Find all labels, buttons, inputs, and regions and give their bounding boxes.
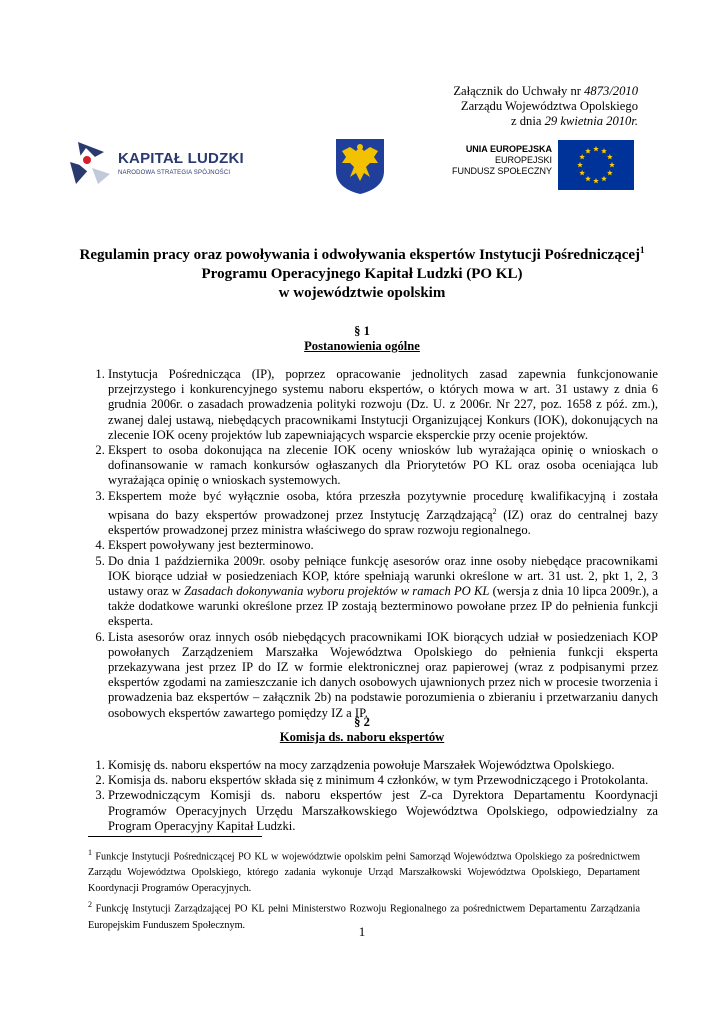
eagle-icon (332, 137, 388, 195)
title-line2: Programu Operacyjnego Kapitał Ludzki (PO KL) (201, 266, 523, 282)
eu-star (601, 148, 607, 153)
item3-text-b: (IZ) oraz do centralnej bazy ekspertów prowadzonej przez ministra właściwego do spraw rozwoju regionalnego. (108, 508, 658, 538)
attachment-line1: Załącznik do Uchwały nr (453, 84, 585, 98)
footnote-1-text: Funkcje Instytucji Pośredniczącej PO KL w województwie opolskim pełni Samorząd Województwa Opolskiego za pośrednictwem Zarządu Województwa Opolskiego, którego zadania wykonuje Urząd Marszałkowski Województwa Opolskiego, Departament Koordynacji Programów Operacyjnych. (88, 851, 640, 895)
section-1-heading (70, 324, 654, 354)
eu-star (577, 162, 583, 167)
item3-text-a: Ekspertem może być wyłącznie osoba, która przeszła pozytywnie procedurę kwalifikacyjną i została wpisana do bazy ekspertów prowadzonej przez Instytucję Zarządzającą (108, 488, 658, 523)
footnote-1 (88, 845, 640, 897)
eu-star (585, 148, 591, 153)
kapital-ludzki-subtitle: NARODOWA STRATEGIA SPÓJNOŚCI (118, 170, 231, 176)
document-title (70, 241, 654, 303)
eu-star (609, 162, 615, 167)
item5-text-b: (wersja z dnia 10 lipca 2009r.), a także dodatkowe warunki określone przez IP zostają bezterminowo powołane przez IP do pełnienia funkcji eksperta. (108, 584, 658, 629)
kapital-ludzki-star-icon (68, 138, 114, 186)
list-item: 6. Lista asesorów oraz innych osób niebędących pracownikami IOK biorących udział w posiedzeniach KOP powołanych Zarządzeniem Marszałka Województwa Opolskiego do pełnienia funkcji eksperta przekazywana jest przez IP do IZ w formie elektronicznej oraz papierowej (wraz z podpisanymi przez ekspertów zgodami na zamieszczanie ich danych osobowych ujawnionych przez nich w procesie tworzenia i prowadzenia baz ekspertów – załącznik 2b) na podstawie porozumienia o zbieraniu i przetwarzaniu danych osobowych ekspertów zawartego pomiędzy IZ a IP. (108, 630, 658, 721)
section-1-number: § 1 (354, 324, 370, 338)
footnote-ref-2: 2 (492, 506, 497, 516)
list-item: 3. Przewodniczącym Komisji ds. naboru ekspertów jest Z-ca Dyrektora Departamentu Koordynacji Programów Operacyjnych Urzędu Marszałkowskiego Województwa Opolskiego, odpowiedzialny za Program Operacyjny Kapitał Ludzki. (108, 788, 658, 834)
section-2-heading (70, 715, 654, 745)
eu-flag-icon (558, 140, 634, 190)
list-item: 2. Ekspert to osoba dokonująca na zlecenie IOK oceny wniosków lub wyrażająca opinię o wnioskach o dofinansowanie w ramach konkursów ogłaszanych dla Priorytetów PO KL oraz osoba oceniająca lub wyrażająca opinię o wnioskach systemowych. (108, 443, 658, 489)
footnote-ref-1: 1 (640, 245, 645, 255)
eu-star (593, 178, 599, 183)
section-2-list (88, 758, 658, 834)
list-item: 4. Ekspert powoływany jest bezterminowo. (108, 538, 658, 553)
eu-star (593, 146, 599, 151)
title-line1: Regulamin pracy oraz powoływania i odwoływania ekspertów Instytucji Pośredniczącej (79, 247, 641, 263)
list-item (108, 554, 658, 630)
eu-star (579, 170, 585, 175)
eu-star (607, 170, 613, 175)
list-item: 2. Komisja ds. naboru ekspertów składa się z minimum 4 członków, w tym Przewodniczącego i Protokolanta. (108, 773, 658, 788)
list-item: 1. Instytucja Pośrednicząca (IP), poprzez opracowanie jednolitych zasad zapewnia funkcjonowanie przejrzystego i konkurencyjnego systemu naboru ekspertów, o których mowa w art. 31 ustawy z dnia 6 grudnia 2006r. o zasadach prowadzenia polityki rozwoju (Dz. U. z 2006r. Nr 227, poz. 1658 z póź. zm.), zwanej dalej ustawą, niebędących pracownikami Instytucji Organizującej Konkurs (IOK), dokonujących na zlecenie IOK oceny projektów lub zapewniających wsparcie eksperckie przy ocenie projektów. (108, 367, 658, 443)
attachment-number: 4873/2010 (584, 84, 638, 98)
page-number: 1 (358, 924, 366, 939)
attachment-line2: Zarządu Województwa Opolskiego (460, 99, 638, 113)
eu-line2: EUROPEJSKI (494, 155, 552, 165)
kapital-ludzki-title: KAPITAŁ LUDZKI (118, 150, 244, 167)
section-1-title: Postanowienia ogólne (304, 339, 420, 353)
footnotes (88, 845, 640, 934)
item5-text-a: Do dnia 1 października 2009r. osoby pełniące funkcję asesorów oraz inne osoby niebędące pracownikami IOK biorące udział w posiedzeniach KOP, które spełniają warunki określone w art. 31 ust. 2, pkt 1, 2, 3 ustawy oraz w (108, 553, 658, 599)
section-1-list (88, 367, 658, 721)
footnote-2-text: Funkcję Instytucji Zarządzającej PO KL pełni Ministerstwo Rozwoju Regionalnego za pośrednictwem Departamentu Zarządzania Europejskim Funduszem Społecznym. (88, 903, 640, 931)
attachment-date: 29 kwietnia 2010r. (544, 114, 638, 128)
kapital-ludzki-logo (68, 138, 244, 186)
opolskie-coat-of-arms (332, 137, 388, 195)
footnote-separator (88, 836, 262, 837)
attachment-line3: z dnia (511, 114, 545, 128)
section-2-number: § 2 (354, 715, 370, 729)
eu-line3: FUNDUSZ SPOŁECZNY (451, 166, 552, 176)
attachment-note (338, 84, 638, 129)
footnote-2-mark: 2 (88, 900, 92, 910)
section-2-title: Komisja ds. naboru ekspertów (279, 730, 445, 744)
eu-text (452, 144, 552, 177)
item5-italic: Zasadach dokonywania wyboru projektów w ramach PO KL (184, 584, 490, 599)
eu-star (585, 176, 591, 181)
eu-star (607, 154, 613, 159)
eu-star (579, 154, 585, 159)
eu-logo (440, 140, 634, 192)
eu-star (601, 176, 607, 181)
list-item (108, 489, 658, 539)
footnote-1-mark: 1 (88, 848, 92, 857)
list-item: 1. Komisję ds. naboru ekspertów na mocy zarządzenia powołuje Marszałek Województwa Opolskiego. (108, 758, 658, 773)
title-line3: w województwie opolskim (278, 285, 446, 301)
eu-line1: UNIA EUROPEJSKA (465, 144, 552, 154)
